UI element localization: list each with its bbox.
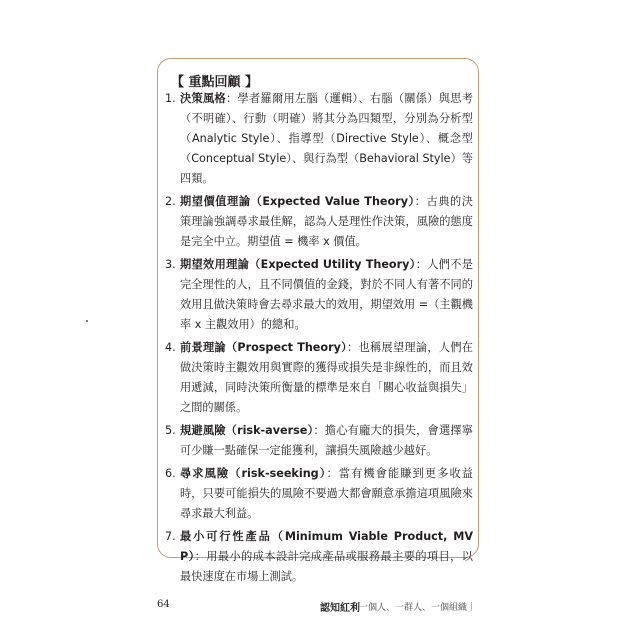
item-term: 期望效用理論（Expected Utility Theory）	[180, 258, 416, 271]
item-text: ：人們不是完全理性的人，且不同價值的金錢，對於不同人有著不同的效用且做決策時會去尋求最大的效用，期望效用 =（主觀機率 x 主觀效用）的總和。	[180, 258, 473, 331]
item-term: 規避風險（risk-averse）	[180, 424, 314, 437]
item-text: ：學者羅爾用左腦（邏輯）、右腦（關係）與思考（不明確）、行動（明確）將其分為四類型，分別為分析型（Analytic Style）、指導型（Directive Style）、概念型（Conceptual Style）、與行為型（Behavioral Style）等四類。	[180, 92, 473, 185]
item-text: ：擔心有龐大的損失，會選擇寧可少賺一點確保一定能獲利，讓損失風險越少越好。	[180, 424, 473, 457]
item-body	[180, 89, 473, 189]
item-term: 決策風格	[180, 92, 226, 105]
item-number: 5.	[165, 424, 176, 437]
item-number: 7.	[165, 530, 176, 543]
list-item	[165, 421, 473, 461]
item-text: ：古典的決策理論強調尋求最佳解，認為人是理性作決策，風險的態度是完全中立。期望值 = 機率 x 價值。	[180, 195, 473, 248]
list-item	[165, 255, 473, 335]
list-item	[165, 464, 473, 524]
item-body	[180, 464, 473, 524]
item-term: 最小可行性產品（Minimum Viable Product, MVP）	[180, 530, 473, 563]
item-term: 尋求風險（risk-seeking）	[180, 467, 327, 480]
list-item	[165, 527, 473, 587]
item-text: ：當有機會能賺到更多收益時，只要可能損失的風險不要過大都會願意承擔這項風險來尋求最大利益。	[180, 467, 473, 520]
item-term: 期望價值理論（Expected Value Theory）	[180, 195, 415, 208]
item-body	[180, 527, 473, 587]
book-title: 認知紅利	[320, 603, 360, 614]
item-body	[180, 421, 473, 461]
list-item	[165, 338, 473, 418]
item-text: ：也稱展望理論，人們在做決策時主觀效用與實際的獲得或損失是非線性的，而且效用遞減，同時決策所衡量的標準是來自「關心收益與損失」之間的關係。	[180, 341, 473, 414]
item-number: 3.	[165, 258, 176, 271]
item-number: 6.	[165, 467, 176, 480]
list-item	[165, 192, 473, 252]
item-number: 2.	[165, 195, 176, 208]
box-title: 【 重點回顧 】	[171, 75, 259, 90]
item-text: ：用最小的成本設計完成產品或服務最主要的項目，以最快速度在市場上測試。	[180, 550, 473, 583]
item-body	[180, 255, 473, 335]
stray-dot	[86, 320, 88, 322]
item-body	[180, 338, 473, 418]
item-term: 前景理論（Prospect Theory）	[180, 341, 348, 354]
list-item	[165, 89, 473, 189]
review-list	[165, 89, 473, 590]
item-number: 4.	[165, 341, 176, 354]
book-subtitle: ｜一個人、一群人、一個組織｜	[350, 603, 477, 613]
item-body	[180, 192, 473, 252]
item-number: 1.	[165, 92, 176, 105]
page-number: 64	[157, 599, 170, 610]
